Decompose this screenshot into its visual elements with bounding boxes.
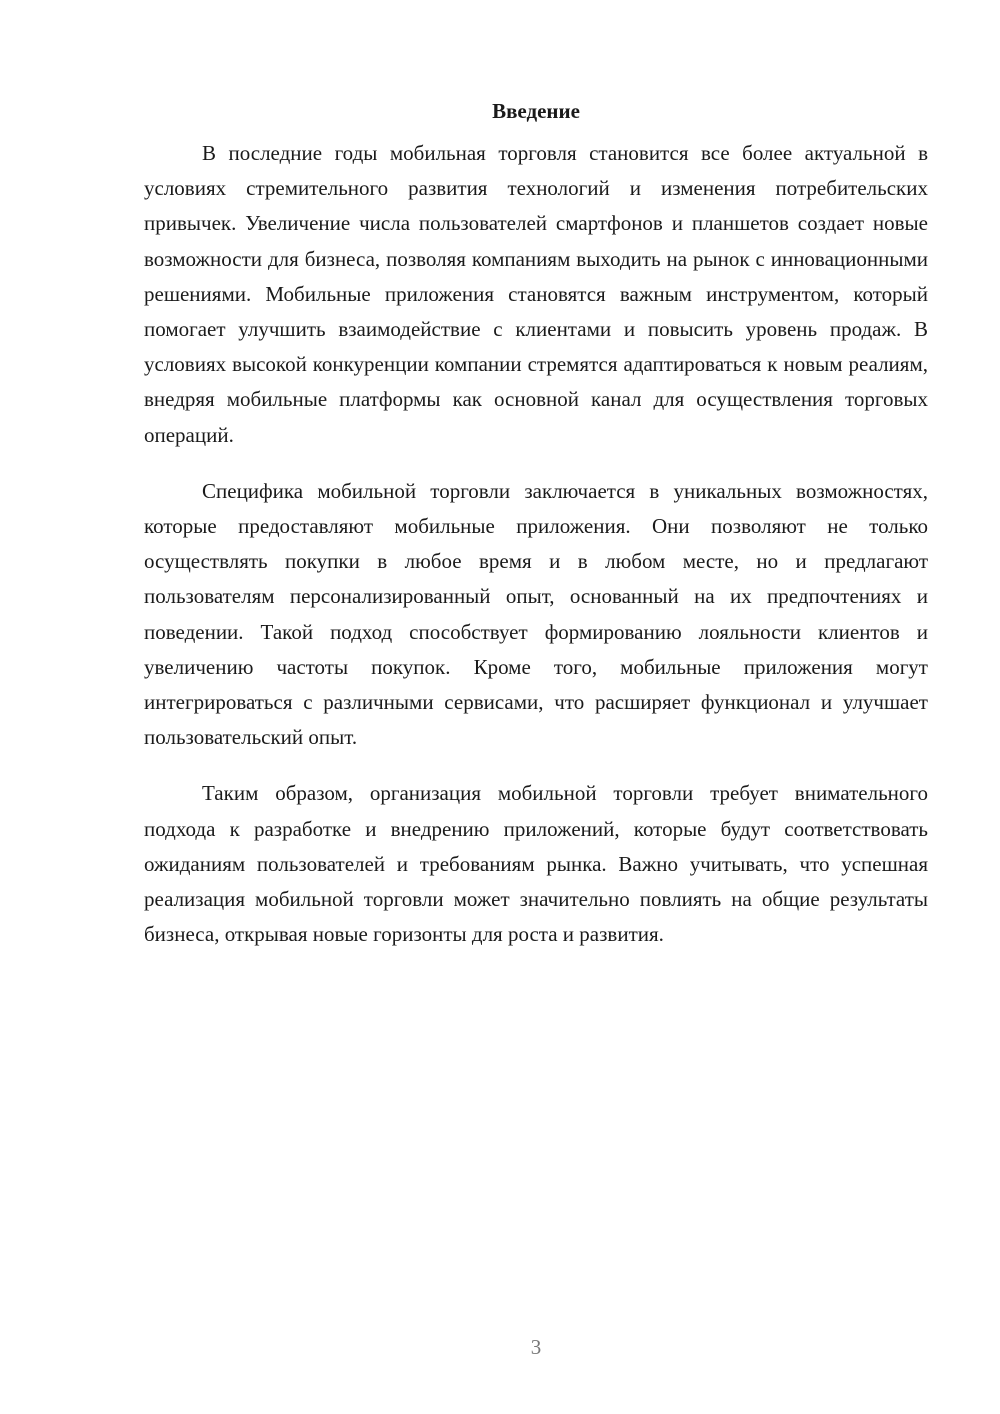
paragraph-3: Таким образом, организация мобильной торговли требует внимательного подхода к разработке и внедрению приложений, которые будут соответствовать ожиданиям пользователей и требованиям рынка. Важно учитывать, что успешная реализация мобильной торговли может значительно повлиять на общие результаты бизнеса, открывая новые горизонты для роста и развития. [144, 781, 928, 947]
paragraph-2: Специфика мобильной торговли заключается в уникальных возможностях, которые предоставляют мобильные приложения. Они позволяют не только осуществлять покупки в любое время и в любом месте, но и предлагают пользователям персонализированный опыт, основанный на их предпочтениях и поведении. Такой подход способствует формированию лояльности клиентов и увеличению частоты покупок. Кроме того, мобильные приложения могут интегрироваться с различными сервисами, что расширяет функционал и улучшает пользовательский опыт. [144, 478, 928, 750]
paragraph-1: В последние годы мобильная торговля становится все более актуальной в условиях стремительного развития технологий и изменения потребительских привычек. Увеличение числа пользователей смартфонов и планшетов создает новые возможности для бизнеса, позволяя компаниям выходить на рынок с инновационными решениями. Мобильные приложения становятся важным инструментом, который помогает улучшить взаимодействие с клиентами и повысить уровень продаж. В условиях высокой конкуренции компании стремятся адаптироваться к новым реалиям, внедряя мобильные платформы как основной канал для осуществления торговых операций. [144, 141, 928, 447]
section-heading: Введение [492, 99, 580, 123]
page-content [144, 92, 928, 952]
page-number: 3 [530, 1335, 542, 1359]
